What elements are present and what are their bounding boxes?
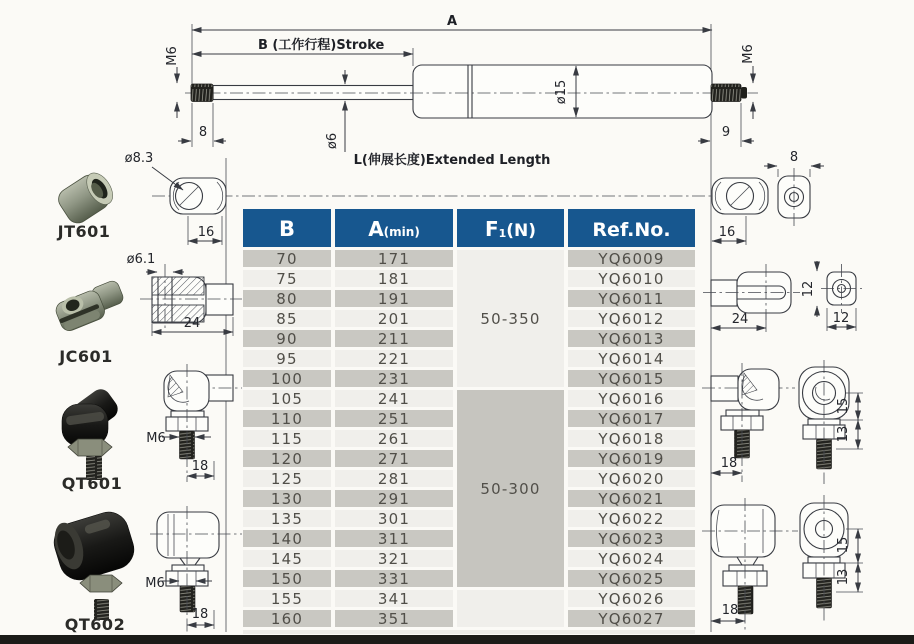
- bj2-stud-len-label: 13: [836, 568, 851, 586]
- qt601-photo: [62, 385, 122, 480]
- rod-dia-label: ø6: [325, 132, 340, 150]
- jt601-photo: [54, 167, 118, 227]
- thread-right-tip: [741, 87, 747, 99]
- cell-a-row17: 341: [335, 590, 453, 607]
- cell-b-row12: 130: [243, 490, 331, 507]
- thread-left-label: M6: [165, 46, 180, 66]
- cell-b-row2: 80: [243, 290, 331, 307]
- qt601-stud-len-label: 18: [191, 459, 209, 474]
- qt601-washer: [171, 411, 204, 417]
- jc601-drawing: [127, 252, 242, 336]
- jc601-pin-dia-label: ø6.1: [126, 252, 156, 267]
- force-group-50-350: 50-350: [457, 250, 564, 387]
- cell-a-row16: 331: [335, 570, 453, 587]
- cell-a-row11: 281: [335, 470, 453, 487]
- cell-a-row12: 291: [335, 490, 453, 507]
- cell-ref-row7: YQ6016: [568, 390, 695, 407]
- header-ref-no: Ref.No.: [568, 209, 695, 247]
- qt602-drawing: [145, 506, 242, 632]
- cell-ref-row2: YQ6011: [568, 290, 695, 307]
- clevis-height-label: 12: [801, 280, 816, 298]
- cell-a-row6: 231: [335, 370, 453, 387]
- cell-a-row4: 211: [335, 330, 453, 347]
- clevis-width-label: 12: [832, 311, 850, 326]
- eyelet-right-drawing: [712, 150, 824, 245]
- qt602-stud-len-label: 18: [191, 607, 209, 622]
- cell-b-row11: 125: [243, 470, 331, 487]
- cell-a-row1: 181: [335, 270, 453, 287]
- cell-ref-row5: YQ6014: [568, 350, 695, 367]
- thread-left: [191, 84, 213, 102]
- bj2-stud: [738, 586, 753, 614]
- eyelet-left-drawing: [170, 178, 226, 245]
- thread-right-label: M6: [741, 44, 756, 64]
- qt602-label: QT602: [64, 615, 126, 634]
- qt602-washer: [172, 565, 204, 571]
- cell-b-row4: 90: [243, 330, 331, 347]
- cell-ref-row17: YQ6026: [568, 590, 695, 607]
- eyelet-thickness-label: 8: [789, 150, 799, 165]
- clevis-bar-top: [152, 277, 204, 295]
- page-bottom-bar: [0, 635, 914, 644]
- bj2-washer: [729, 565, 763, 571]
- jt601-label: JT601: [57, 222, 111, 241]
- cell-ref-row15: YQ6024: [568, 550, 695, 567]
- cell-ref-row6: YQ6015: [568, 370, 695, 387]
- header-a-sub: (min): [383, 225, 420, 239]
- cell-a-row14: 311: [335, 530, 453, 547]
- qt601-drawing: [146, 364, 242, 482]
- qt602-ball-shoulder: [180, 558, 200, 565]
- force-group-50-300: 50-300: [457, 390, 564, 587]
- cell-a-row3: 201: [335, 310, 453, 327]
- cell-ref-row0: YQ6009: [568, 250, 695, 267]
- bj1-stud-len-label: 13: [836, 425, 851, 443]
- thread-right: [711, 84, 741, 102]
- spec-table: [243, 209, 695, 627]
- dim-a-label: A: [446, 14, 458, 29]
- header-b: B: [243, 209, 331, 247]
- eyelet-right-w-label: 16: [718, 225, 736, 240]
- cell-a-row10: 271: [335, 450, 453, 467]
- jt601-hole-dia-label: ø8.3: [124, 151, 154, 166]
- cell-a-row18: 351: [335, 610, 453, 627]
- force-group-empty: [457, 590, 564, 627]
- eyelet-left-w-label: 16: [197, 225, 215, 240]
- cell-b-row7: 105: [243, 390, 331, 407]
- cell-ref-row11: YQ6020: [568, 470, 695, 487]
- ball-joint-2-views: [702, 495, 863, 632]
- qt602-thread-label: M6: [145, 576, 165, 591]
- header-f1n: [457, 209, 564, 247]
- cell-a-row9: 261: [335, 430, 453, 447]
- thread-right-len-label: 9: [721, 125, 731, 140]
- bj2-center-height-label: 15: [836, 536, 851, 554]
- cell-ref-row16: YQ6025: [568, 570, 695, 587]
- header-a-main: A: [368, 217, 384, 241]
- header-a-min: [335, 209, 453, 247]
- cell-a-row13: 301: [335, 510, 453, 527]
- header-f-tail: (N): [506, 221, 537, 241]
- cell-a-row7: 241: [335, 390, 453, 407]
- ball-joint-1-views: [702, 360, 863, 484]
- clevis-length-label: 24: [731, 312, 749, 327]
- cell-a-row8: 251: [335, 410, 453, 427]
- dim-b-label: B (工作行程)Stroke: [258, 38, 385, 53]
- bj1-socket: [711, 376, 738, 401]
- cell-a-row0: 171: [335, 250, 453, 267]
- clevis-shaft: [711, 280, 737, 306]
- cell-ref-row10: YQ6019: [568, 450, 695, 467]
- qt602-housing: [157, 512, 219, 558]
- dim-l-label: L(伸展长度)Extended Length: [353, 153, 551, 168]
- cell-ref-row1: YQ6010: [568, 270, 695, 287]
- cell-b-row15: 145: [243, 550, 331, 567]
- cell-b-row18: 160: [243, 610, 331, 627]
- cell-b-row17: 155: [243, 590, 331, 607]
- cell-ref-row3: YQ6012: [568, 310, 695, 327]
- cell-a-row2: 191: [335, 290, 453, 307]
- cell-b-row16: 150: [243, 570, 331, 587]
- jc601-photo: [53, 279, 128, 334]
- header-f-main: F: [484, 217, 499, 241]
- partial-bottom-row: [243, 630, 695, 634]
- cell-b-row5: 95: [243, 350, 331, 367]
- jc601-label: JC601: [59, 347, 113, 366]
- bj1-offset-label: 18: [720, 456, 738, 471]
- bj1-washer: [726, 410, 759, 416]
- cell-a-row15: 321: [335, 550, 453, 567]
- bj2-offset-label: 18: [721, 603, 739, 618]
- clevis-views-right: [703, 261, 862, 332]
- thread-left-len-label: 8: [198, 125, 208, 140]
- tube-dia-label: ø15: [554, 79, 569, 105]
- cell-ref-row8: YQ6017: [568, 410, 695, 427]
- bj2-shoulder: [737, 557, 758, 565]
- bj1-center-height-label: 15: [836, 397, 851, 415]
- cell-b-row13: 135: [243, 510, 331, 527]
- cell-ref-row18: YQ6027: [568, 610, 695, 627]
- cell-b-row8: 110: [243, 410, 331, 427]
- jc601-length-label: 24: [183, 316, 201, 331]
- cell-a-row5: 221: [335, 350, 453, 367]
- qt601-thread-label: M6: [146, 431, 166, 446]
- cell-b-row9: 115: [243, 430, 331, 447]
- gas-spring-drawing: [152, 14, 764, 196]
- cell-b-row0: 70: [243, 250, 331, 267]
- cell-b-row14: 140: [243, 530, 331, 547]
- header-f-sub: 1: [498, 227, 507, 240]
- qt601-label: QT601: [61, 474, 123, 493]
- cell-ref-row13: YQ6022: [568, 510, 695, 527]
- clevis-socket: [206, 284, 233, 315]
- cell-ref-row12: YQ6021: [568, 490, 695, 507]
- cell-b-row6: 100: [243, 370, 331, 387]
- qt602-photo: [49, 507, 139, 620]
- cell-ref-row14: YQ6023: [568, 530, 695, 547]
- cell-b-row1: 75: [243, 270, 331, 287]
- cell-b-row10: 120: [243, 450, 331, 467]
- piston-rod: [213, 86, 413, 100]
- cell-b-row3: 85: [243, 310, 331, 327]
- cell-ref-row9: YQ6018: [568, 430, 695, 447]
- cell-ref-row4: YQ6013: [568, 330, 695, 347]
